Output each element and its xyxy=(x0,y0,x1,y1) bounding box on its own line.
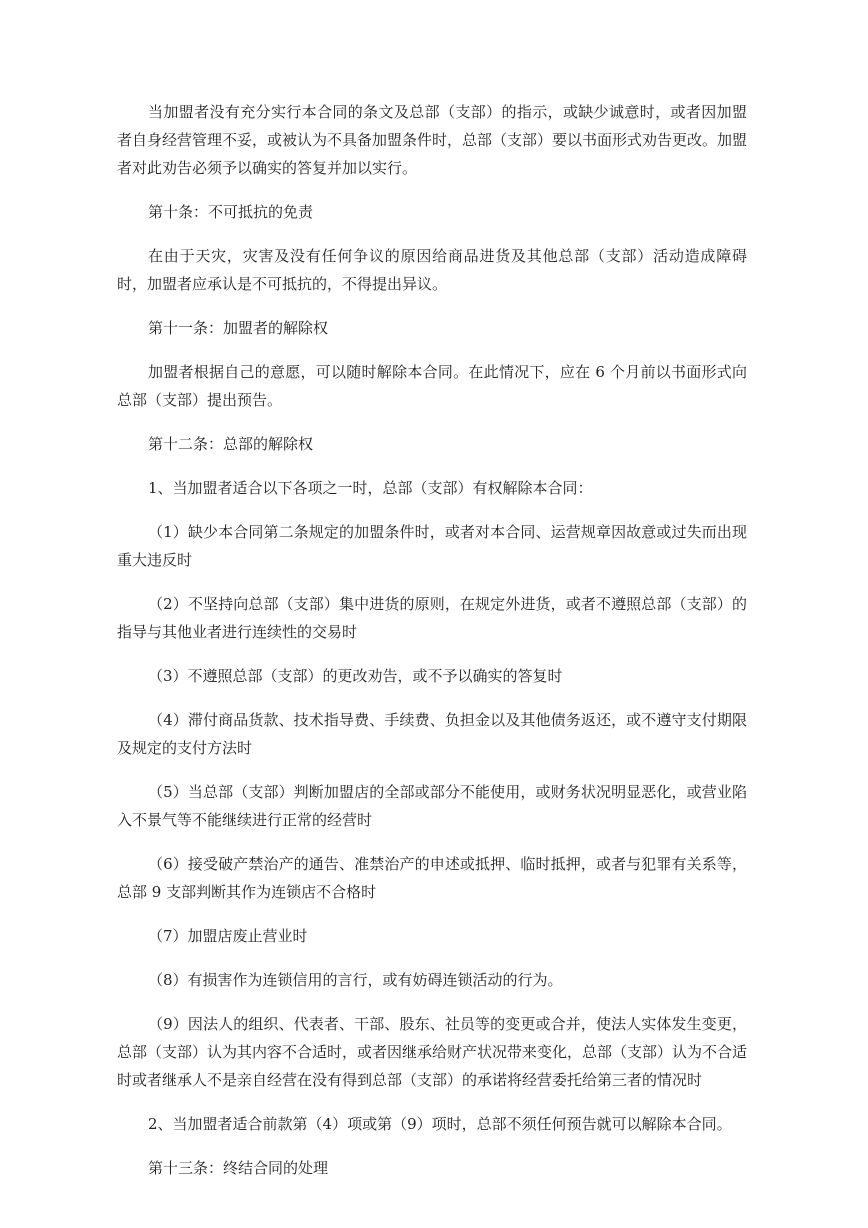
paragraph-clause-2: 2、当加盟者适合前款第（4）项或第（9）项时，总部不须任何预告就可以解除本合同。 xyxy=(148,1115,732,1133)
list-item-5: （5）当总部（支部）判断加盟店的全部或部分不能使用，或财务状况明显恶化，或营业陷入不景气等不能继续进行正常的经营时 xyxy=(117,783,747,829)
list-item-8: （8）有损害作为连锁信用的言行，或有妨碍连锁活动的行为。 xyxy=(148,971,563,989)
list-item-6: （6）接受破产禁治产的通告、准禁治产的申述或抵押、临时抵押，或者与犯罪有关系等，总部 9 支部判断其作为连锁店不合格时 xyxy=(117,855,747,901)
list-item-4: （4）滞付商品货款、技术指导费、手续费、负担金以及其他债务返还，或不遵守支付期限及规定的支付方法时 xyxy=(117,711,747,757)
heading-article-12: 第十二条：总部的解除权 xyxy=(148,435,314,453)
paragraph-franchisee-termination: 加盟者根据自己的意愿，可以随时解除本合同。在此情况下，应在 6 个月前以书面形式向总部（支部）提出预告。 xyxy=(117,363,747,409)
list-item-7: （7）加盟店废止营业时 xyxy=(148,927,308,945)
paragraph-advisory-notice: 当加盟者没有充分实行本合同的条文及总部（支部）的指示，或缺少诚意时，或者因加盟者自身经营管理不妥，或被认为不具备加盟条件时，总部（支部）要以书面形式劝告更改。加盟者对此劝告必须予以确实的答复并加以实行。 xyxy=(117,103,748,177)
list-item-9: （9）因法人的组织、代表者、干部、股东、社员等的变更或合并，使法人实体发生变更，总部（支部）认为其内容不合适时，或者因继承给财产状况带来变化，总部（支部）认为不合适时或者继承人不是亲自经营在没有得到总部（支部）的承诺将经营委托给第三者的情况时 xyxy=(117,1015,748,1089)
document-body xyxy=(117,98,747,1198)
paragraph-force-majeure: 在由于天灾，灾害及没有任何争议的原因给商品进货及其他总部（支部）活动造成障碍时，加盟者应承认是不可抵抗的，不得提出异议。 xyxy=(117,247,747,293)
list-item-3: （3）不遵照总部（支部）的更改劝告，或不予以确实的答复时 xyxy=(148,667,563,685)
list-item-1: （1）缺少本合同第二条规定的加盟条件时，或者对本合同、运营规章因故意或过失而出现重大违反时 xyxy=(117,523,747,569)
heading-article-11: 第十一条：加盟者的解除权 xyxy=(148,319,329,337)
list-item-2: （2）不坚持向总部（支部）集中进货的原则，在规定外进货，或者不遵照总部（支部）的指导与其他业者进行连续性的交易时 xyxy=(117,595,747,641)
paragraph-clause-1-intro: 1、当加盟者适合以下各项之一时，总部（支部）有权解除本合同： xyxy=(148,479,593,497)
heading-article-13: 第十三条：终结合同的处理 xyxy=(148,1159,329,1177)
heading-article-10: 第十条：不可抵抗的免责 xyxy=(148,203,314,221)
